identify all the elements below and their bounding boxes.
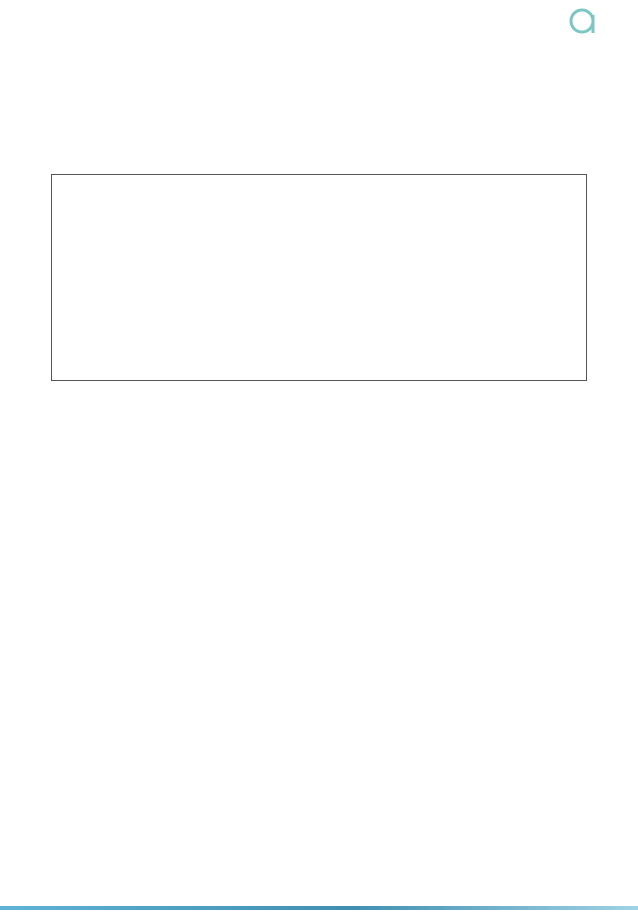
logo-ring-icon [542, 6, 622, 38]
chart-canvas [52, 175, 588, 382]
activate-consulting-logo [542, 6, 622, 62]
agreement-bar-chart [51, 174, 587, 381]
footer-bar [0, 906, 638, 910]
